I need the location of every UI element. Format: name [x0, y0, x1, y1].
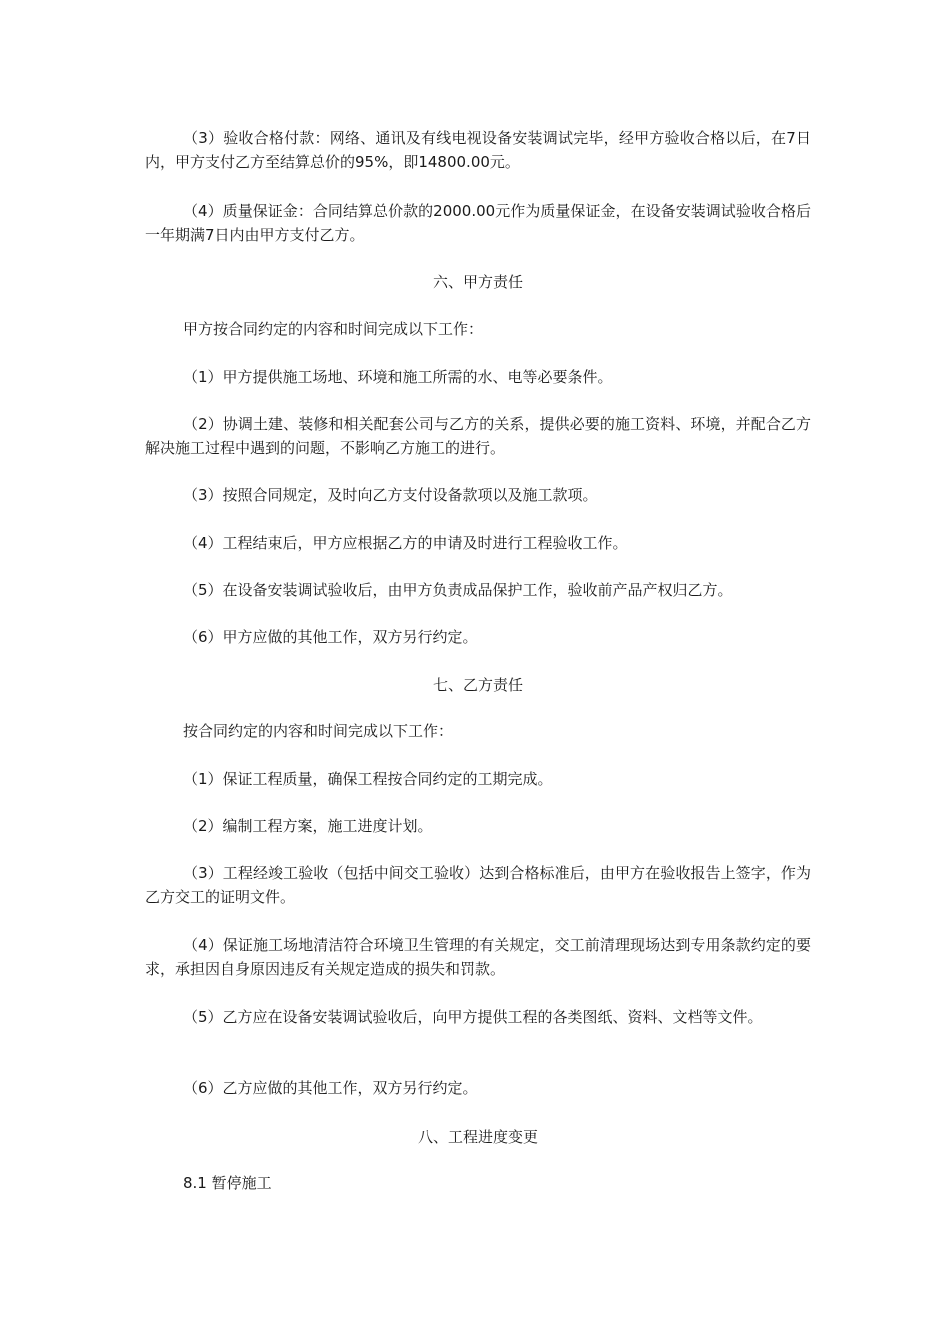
party-b-item-4: （4）保证施工场地清洁符合环境卫生管理的有关规定，交工前清理现场达到专用条款约定的要求，承担因自身原因违反有关规定造成的损失和罚款。 [145, 936, 811, 978]
party-b-item-5: （5）乙方应在设备安装调试验收后，向甲方提供工程的各类图纸、资料、文档等文件。 [183, 1008, 763, 1026]
party-b-item-2: （2）编制工程方案，施工进度计划。 [183, 817, 433, 835]
party-b-item-1: （1）保证工程质量，确保工程按合同约定的工期完成。 [183, 770, 553, 788]
party-a-item-6: （6）甲方应做的其他工作，双方另行约定。 [183, 628, 478, 646]
party-a-item-2: （2）协调土建、装修和相关配套公司与乙方的关系，提供必要的施工资料、环境，并配合乙方解决施工过程中遇到的问题，不影响乙方施工的进行。 [145, 415, 811, 457]
party-a-item-5: （5）在设备安装调试验收后，由甲方负责成品保护工作，验收前产品产权归乙方。 [183, 581, 733, 599]
party-a-intro: 甲方按合同约定的内容和时间完成以下工作： [183, 320, 484, 338]
party-b-item-6: （6）乙方应做的其他工作，双方另行约定。 [183, 1079, 478, 1097]
party-a-item-3: （3）按照合同规定，及时向乙方支付设备款项以及施工款项。 [183, 486, 598, 504]
clause-payment-acceptance: （3）验收合格付款：网络、通讯及有线电视设备安装调试完毕，经甲方验收合格以后，在7日内，甲方支付乙方至结算总价的95%，即14800.00元。 [145, 129, 811, 171]
party-b-item-3: （3）工程经竣工验收（包括中间交工验收）达到合格标准后，由甲方在验收报告上签字，作为乙方交工的证明文件。 [145, 864, 811, 906]
section-heading-schedule-change: 八、工程进度变更 [417, 1128, 538, 1146]
subsection-suspension: 8.1 暂停施工 [183, 1174, 272, 1192]
party-b-intro: 按合同约定的内容和时间完成以下工作： [183, 722, 454, 740]
party-a-item-1: （1）甲方提供施工场地、环境和施工所需的水、电等必要条件。 [183, 368, 613, 386]
section-heading-party-a: 六、甲方责任 [432, 273, 523, 291]
clause-quality-deposit: （4）质量保证金：合同结算总价款的2000.00元作为质量保证金，在设备安装调试验收合格后一年期满7日内由甲方支付乙方。 [145, 202, 811, 244]
section-heading-party-b: 七、乙方责任 [432, 676, 523, 694]
party-a-item-4: （4）工程结束后，甲方应根据乙方的申请及时进行工程验收工作。 [183, 534, 628, 552]
